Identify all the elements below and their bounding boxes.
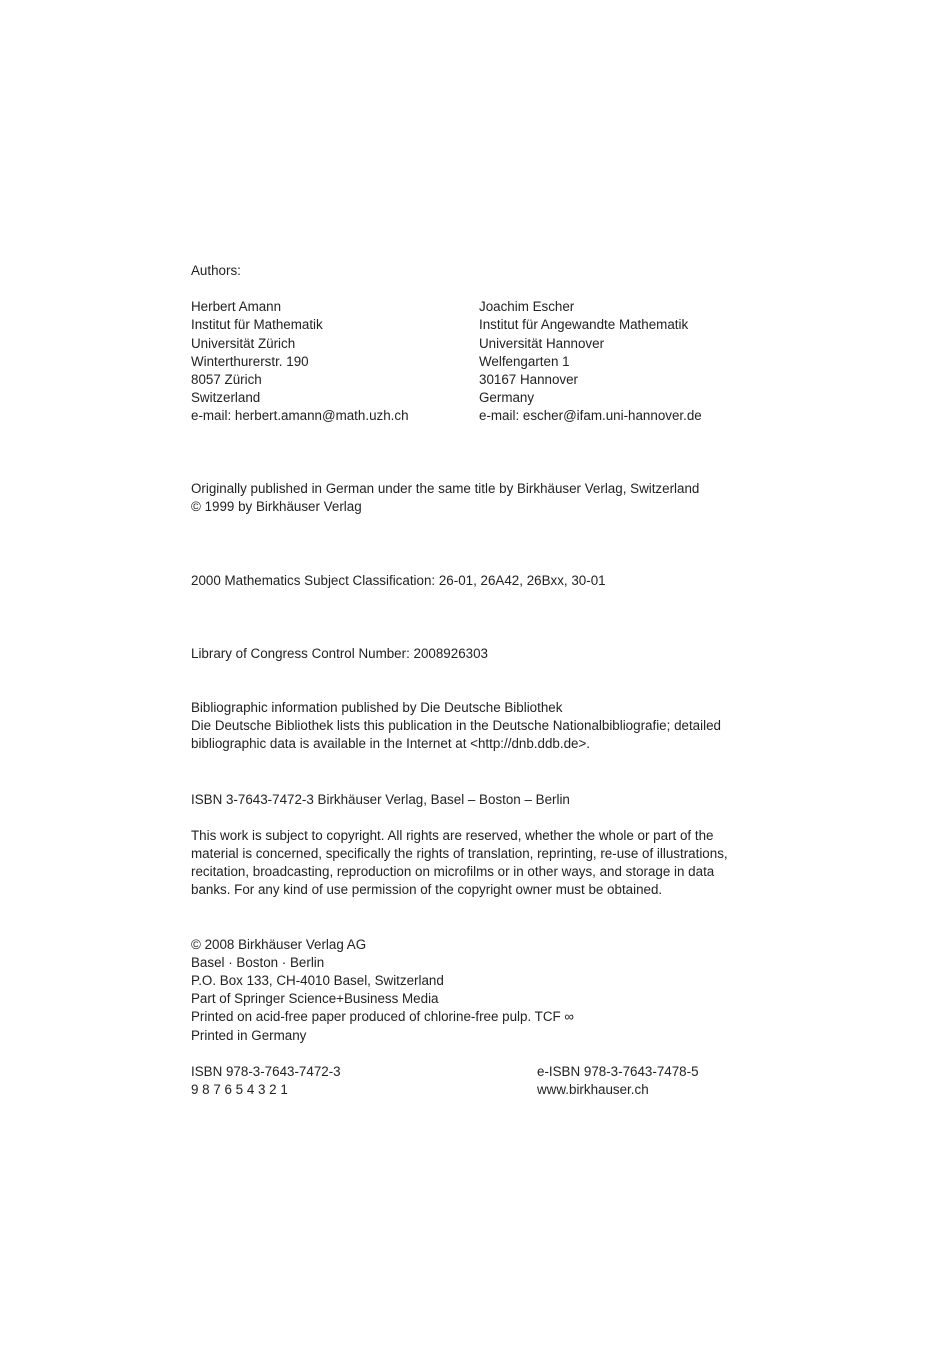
msc-classification: 2000 Mathematics Subject Classification: 26-01, 26A42, 26Bxx, 30-01 <box>191 572 606 588</box>
original-pub-line: Originally published in German under the same title by Birkhäuser Verlag, Switzerland <box>191 481 700 497</box>
author-country: Germany <box>479 390 535 406</box>
publisher-printed: Printed in Germany <box>191 1027 307 1043</box>
spacer <box>191 280 751 298</box>
spacer <box>191 426 751 480</box>
copyright-line: recitation, broadcasting, reproduction on microfilms or in other ways, and storage in data <box>191 864 715 880</box>
isbn-left-column <box>191 1063 341 1099</box>
author-street: Welfengarten 1 <box>479 353 570 369</box>
biblio-line: Die Deutsche Bibliothek lists this publication in the Deutsche Nationalbibliografie; detailed <box>191 718 721 734</box>
author-institute: Institut für Angewandte Mathematik <box>479 317 689 333</box>
author-institute: Institut für Mathematik <box>191 317 323 333</box>
author-city: 8057 Zürich <box>191 372 262 388</box>
publisher-website: www.birkhauser.ch <box>537 1082 649 1098</box>
isbn-right-column <box>537 1063 699 1099</box>
author-street: Winterthurerstr. 190 <box>191 353 309 369</box>
bibliographic-info <box>191 699 751 754</box>
publisher-paper: Printed on acid-free paper produced of chlorine-free pulp. TCF ∞ <box>191 1009 574 1025</box>
author-country: Switzerland <box>191 390 261 406</box>
copyright-line: banks. For any kind of use permission of the copyright owner must be obtained. <box>191 882 663 898</box>
publisher-block <box>191 936 751 1045</box>
spacer <box>191 590 751 645</box>
spacer <box>191 900 751 936</box>
spacer <box>191 663 751 699</box>
author-university: Universität Zürich <box>191 335 296 351</box>
author-name: Herbert Amann <box>191 299 282 315</box>
authors-block <box>191 298 751 426</box>
copyright-line: This work is subject to copyright. All rights are reserved, whether the whole or part of the <box>191 827 714 843</box>
authors-heading: Authors: <box>191 263 241 278</box>
original-publication <box>191 480 751 516</box>
publisher-cities: Basel · Boston · Berlin <box>191 954 325 970</box>
author-email: e-mail: escher@ifam.uni-hannover.de <box>479 408 702 424</box>
eisbn: e-ISBN 978-3-7643-7478-5 <box>537 1063 699 1079</box>
isbn: ISBN 978-3-7643-7472-3 <box>191 1063 341 1079</box>
copyright-page <box>191 262 751 1103</box>
copyright-notice <box>191 827 751 900</box>
isbn-old: ISBN 3-7643-7472-3 Birkhäuser Verlag, Basel – Boston – Berlin <box>191 791 570 807</box>
author-amann <box>191 298 409 425</box>
biblio-line: Bibliographic information published by Die Deutsche Bibliothek <box>191 700 563 716</box>
print-line: 9 8 7 6 5 4 3 2 1 <box>191 1082 288 1098</box>
spacer <box>191 809 751 827</box>
publisher-copyright: © 2008 Birkhäuser Verlag AG <box>191 936 367 952</box>
author-email: e-mail: herbert.amann@math.uzh.ch <box>191 408 409 424</box>
original-pub-copyright: © 1999 by Birkhäuser Verlag <box>191 499 362 515</box>
author-city: 30167 Hannover <box>479 372 579 388</box>
spacer <box>191 1045 751 1063</box>
spacer <box>191 517 751 572</box>
author-escher <box>479 298 702 425</box>
biblio-line: bibliographic data is available in the Internet at <http://dnb.ddb.de>. <box>191 736 591 752</box>
spacer <box>191 754 751 791</box>
lccn: Library of Congress Control Number: 2008926303 <box>191 645 488 661</box>
author-name: Joachim Escher <box>479 299 575 315</box>
publisher-part-of: Part of Springer Science+Business Media <box>191 991 439 1007</box>
isbn-block <box>191 1063 751 1103</box>
author-university: Universität Hannover <box>479 335 605 351</box>
publisher-address: P.O. Box 133, CH-4010 Basel, Switzerland <box>191 973 444 989</box>
copyright-line: material is concerned, specifically the rights of translation, reprinting, re-use of illustrations, <box>191 846 728 862</box>
